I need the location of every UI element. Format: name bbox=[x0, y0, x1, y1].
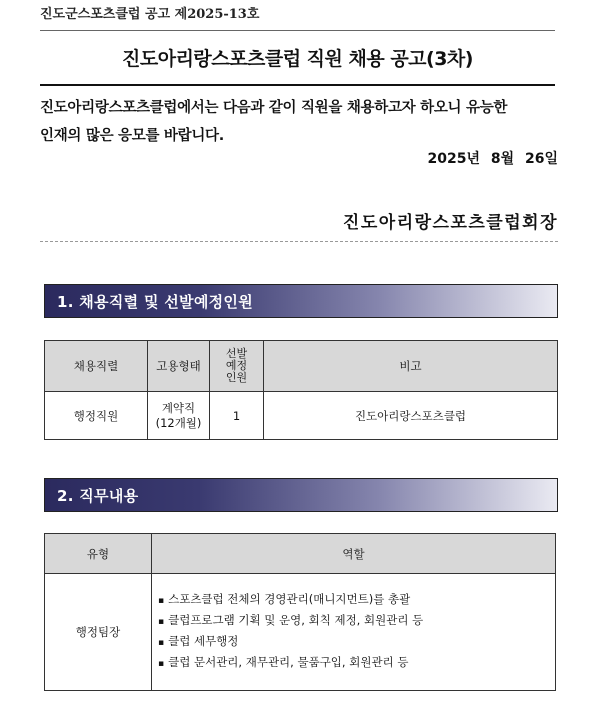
recruitment-table bbox=[44, 340, 558, 440]
table-row bbox=[45, 392, 558, 440]
title-rule bbox=[40, 84, 555, 86]
header-employment-type: 고용형태 bbox=[148, 341, 210, 392]
employment-type-line-2: (12개월) bbox=[155, 415, 202, 430]
duty-text: 스포츠클럽 전체의 경영관리(매니지먼트)를 총괄 bbox=[168, 592, 411, 606]
intro-line-2: 인재의 많은 응모를 바랍니다. bbox=[40, 128, 224, 144]
page-title: 진도아리랑스포츠클럽 직원 채용 공고(3차) bbox=[122, 48, 473, 70]
dashed-divider bbox=[40, 241, 558, 242]
bullet-icon: ▪ bbox=[158, 659, 165, 669]
duty-list bbox=[158, 590, 555, 674]
list-item bbox=[158, 653, 555, 674]
header-note: 비고 bbox=[264, 341, 558, 392]
section-1-heading bbox=[44, 284, 558, 318]
duties-table bbox=[44, 533, 556, 691]
duty-text: 클럽프로그램 기획 및 운영, 회칙 제정, 회원관리 등 bbox=[168, 613, 424, 627]
intro-line-1: 진도아리랑스포츠클럽에서는 다음과 같이 직원을 채용하고자 하오니 유능한 bbox=[40, 100, 508, 116]
announcement-date: 2025년 8월 26일 bbox=[427, 151, 558, 167]
header-type: 유형 bbox=[45, 534, 152, 574]
header-role: 역할 bbox=[152, 534, 556, 574]
list-item bbox=[158, 632, 555, 653]
list-item bbox=[158, 611, 555, 632]
bullet-icon: ▪ bbox=[158, 638, 165, 648]
top-rule bbox=[40, 30, 555, 31]
duty-text: 클럽 세무행정 bbox=[168, 634, 239, 648]
table-header-row bbox=[45, 534, 556, 574]
cell-duties bbox=[152, 574, 556, 691]
document-number: 진도군스포츠클럽 공고 제2025-13호 bbox=[40, 7, 260, 22]
cell-note: 진도아리랑스포츠클럽 bbox=[264, 392, 558, 440]
section-2-title: 2. 직무내용 bbox=[57, 487, 139, 505]
table-row bbox=[45, 574, 556, 691]
signature: 진도아리랑스포츠클럽회장 bbox=[342, 213, 558, 233]
section-2-heading bbox=[44, 478, 558, 512]
bullet-icon: ▪ bbox=[158, 596, 165, 606]
list-item bbox=[158, 590, 555, 611]
cell-position: 행정직원 bbox=[45, 392, 148, 440]
employment-type-line-1: 계약직 bbox=[161, 400, 196, 415]
header-position: 채용직렬 bbox=[45, 341, 148, 392]
cell-count: 1 bbox=[210, 392, 264, 440]
section-1-title: 1. 채용직렬 및 선발예정인원 bbox=[57, 293, 253, 311]
bullet-icon: ▪ bbox=[158, 617, 165, 627]
table-header-row bbox=[45, 341, 558, 392]
intro-text bbox=[40, 94, 560, 150]
header-count: 선발 예정 인원 bbox=[210, 341, 264, 392]
duty-text: 클럽 문서관리, 재무관리, 물품구입, 회원관리 등 bbox=[168, 655, 409, 669]
cell-employment-type bbox=[148, 392, 210, 440]
cell-type: 행정팀장 bbox=[45, 574, 152, 691]
